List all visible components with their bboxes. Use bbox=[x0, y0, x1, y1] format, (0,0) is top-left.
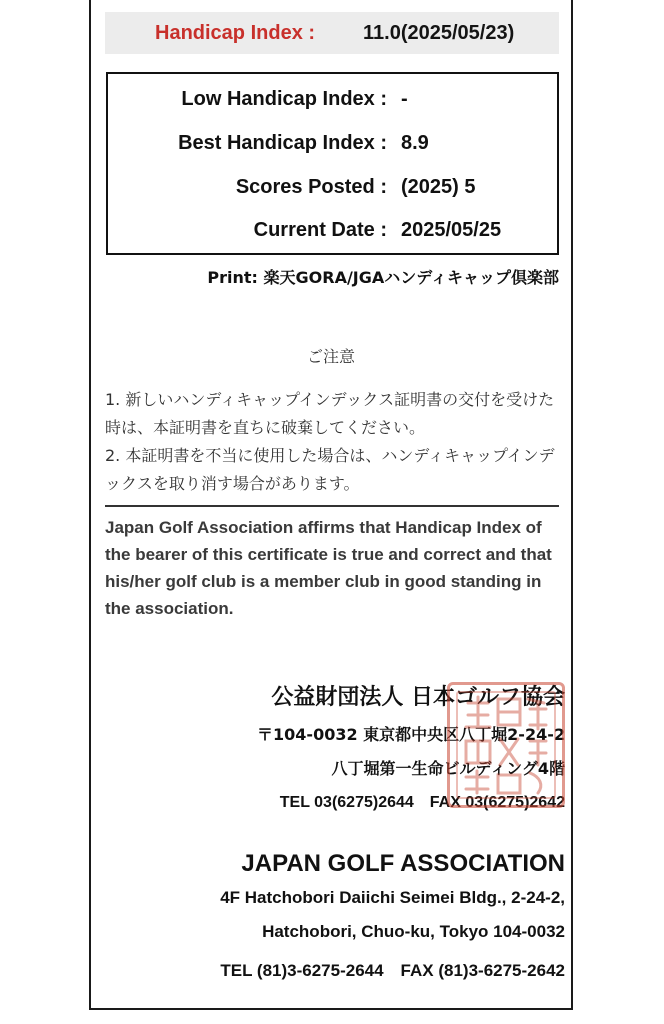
stat-value: 2025/05/25 bbox=[401, 219, 502, 241]
print-source: Print: 楽天GORA/JGAハンディキャップ倶楽部 bbox=[207, 268, 559, 287]
issuer-address1-jp: 〒104-0032 東京都中央区八丁堀2-24-2 bbox=[257, 725, 565, 744]
notice-item: 2. 本証明書を不当に使用した場合は、ハンディキャップインデックスを取り消す場合があります。 bbox=[105, 446, 555, 493]
stat-label: Current Date : bbox=[253, 219, 387, 241]
issuer-address2-jp: 八丁堀第一生命ビルディング4階 bbox=[331, 759, 565, 778]
handicap-index-value: 11.0(2025/05/23) bbox=[363, 22, 515, 44]
stat-row-scores bbox=[108, 172, 557, 202]
affirmation-text: Japan Golf Association affirms that Handicap Index of the bearer of this certificate is true and correct and that his/her golf club is a member club in good standing in the association. bbox=[105, 518, 552, 618]
red-seal-stamp-icon bbox=[447, 682, 565, 808]
stat-value: 8.9 bbox=[401, 132, 429, 154]
handicap-index-label: Handicap Index : bbox=[155, 22, 316, 44]
issuer-name-en: JAPAN GOLF ASSOCIATION bbox=[241, 850, 565, 877]
stat-label: Low Handicap Index : bbox=[181, 88, 387, 110]
handicap-index-bar bbox=[105, 12, 559, 54]
stat-value: - bbox=[401, 88, 408, 110]
stat-label: Scores Posted : bbox=[235, 176, 387, 198]
issuer-tel-fax-jp: TEL 03(6275)2644 FAX 03(6275)2642 bbox=[279, 794, 565, 811]
stats-box bbox=[106, 72, 559, 255]
issuer-address2-en: Hatchobori, Chuo-ku, Tokyo 104-0032 bbox=[262, 922, 565, 941]
divider bbox=[105, 505, 559, 507]
stat-row-best bbox=[108, 128, 557, 158]
notice-list bbox=[105, 386, 561, 498]
notice-title: ご注意 bbox=[306, 347, 355, 366]
issuer-tel-fax-en: TEL (81)3-6275-2644 FAX (81)3-6275-2642 bbox=[220, 961, 565, 980]
stat-value: (2025) 5 bbox=[401, 176, 476, 198]
notice-item: 1. 新しいハンディキャップインデックス証明書の交付を受けた時は、本証明書を直ちに破棄してください。 bbox=[105, 390, 555, 437]
issuer-name-jp: 公益財団法人 日本ゴルフ協会 bbox=[271, 685, 565, 710]
stat-label: Best Handicap Index : bbox=[178, 132, 387, 154]
issuer-address1-en: 4F Hatchobori Daiichi Seimei Bldg., 2-24-2, bbox=[220, 888, 565, 907]
stat-row-date bbox=[108, 215, 557, 245]
stat-row-low bbox=[108, 84, 557, 114]
